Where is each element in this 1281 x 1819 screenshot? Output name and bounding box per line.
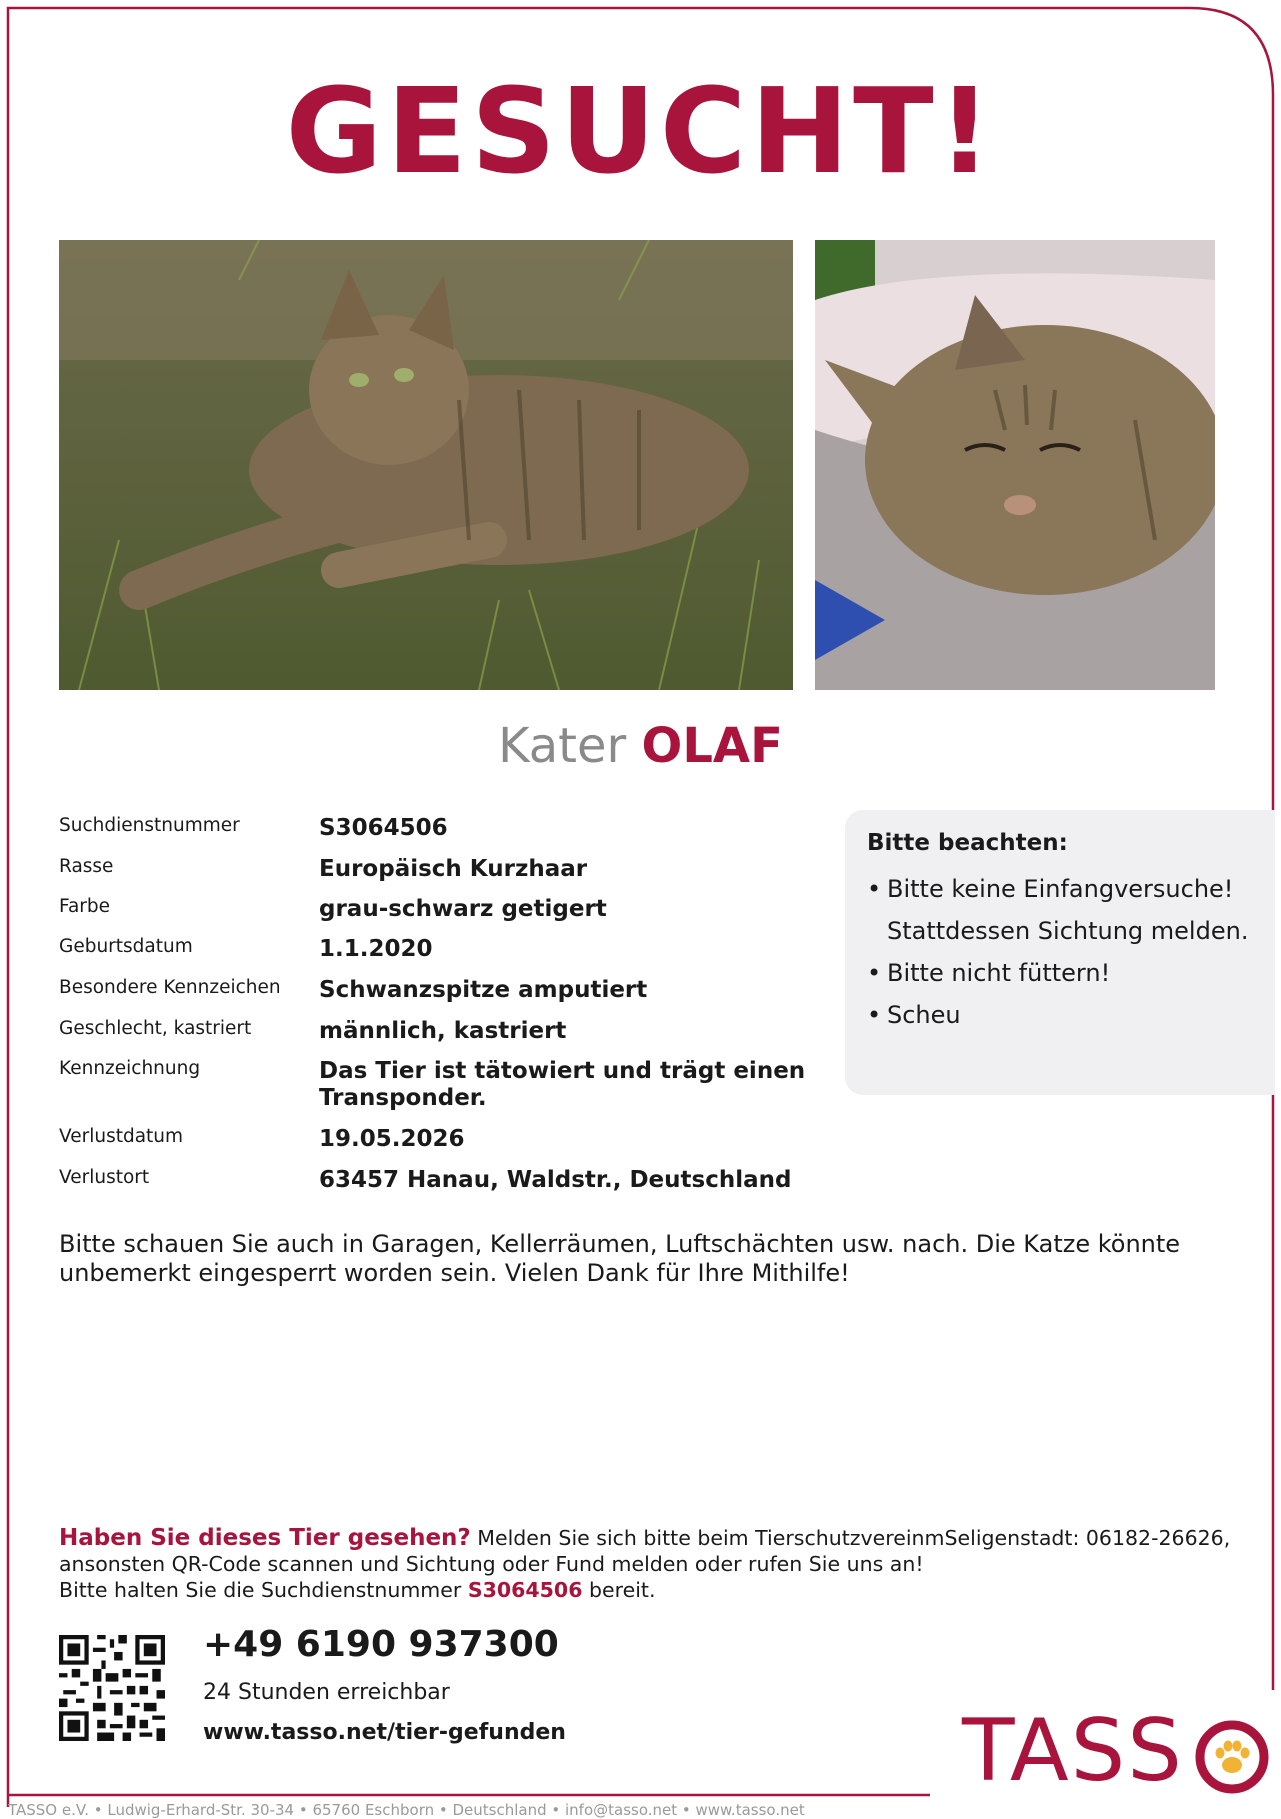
notice-item: • Bitte keine Einfangversuche! Stattdessen Sichtung melden. xyxy=(867,868,1257,952)
detail-label: Geburtsdatum xyxy=(59,936,193,957)
notice-item: • Scheu xyxy=(867,994,1257,1036)
contact-search-number: S3064506 xyxy=(467,1578,583,1602)
detail-value: S3064506 xyxy=(319,815,448,841)
tasso-logo: TASS xyxy=(962,1701,1184,1801)
detail-value: grau-schwarz getigert xyxy=(319,896,607,922)
details-table xyxy=(59,815,839,1207)
detail-label: Suchdienstnummer xyxy=(59,815,240,836)
detail-value: 1.1.2020 xyxy=(319,936,433,962)
detail-row xyxy=(59,1018,839,1058)
detail-label: Besondere Kennzeichen xyxy=(59,977,281,998)
detail-label: Rasse xyxy=(59,856,114,877)
website-link[interactable]: www.tasso.net/tier-gefunden xyxy=(203,1720,566,1745)
detail-value: 19.05.2026 xyxy=(319,1126,465,1152)
detail-label: Verlustort xyxy=(59,1167,150,1188)
detail-value: Europäisch Kurzhaar xyxy=(319,856,588,882)
detail-value: Das Tier ist tätowiert und trägt einen Transponder. xyxy=(319,1058,806,1111)
detail-row xyxy=(59,1126,839,1167)
contact-text-after: bereit. xyxy=(589,1578,656,1602)
contact-section xyxy=(59,1525,1239,1603)
animal-name-text: OLAF xyxy=(641,718,783,774)
availability-text: 24 Stunden erreichbar xyxy=(203,1680,450,1705)
detail-row xyxy=(59,856,839,896)
search-hint-paragraph: Bitte schauen Sie auch in Garagen, Kellerräumen, Luftschächten usw. nach. Die Katze könnte unbemerkt eingesperrt worden sein. Vielen Dank für Ihre Mithilfe! xyxy=(59,1230,1181,1287)
headline: GESUCHT! xyxy=(285,62,996,200)
detail-value: männlich, kastriert xyxy=(319,1018,567,1044)
notice-item: • Bitte nicht füttern! xyxy=(867,952,1257,994)
detail-value: Schwanzspitze amputiert xyxy=(319,977,648,1003)
detail-label: Geschlecht, kastriert xyxy=(59,1018,252,1039)
cat-photo-grass xyxy=(59,240,793,690)
notice-box xyxy=(845,810,1275,1095)
detail-row xyxy=(59,815,839,856)
detail-row xyxy=(59,896,839,936)
animal-prefix: Kater xyxy=(498,718,627,774)
footer-address: TASSO e.V. • Ludwig-Erhard-Str. 30-34 • 65760 Eschborn • Deutschland • info@tasso.net • www.tasso.net xyxy=(8,1801,805,1819)
detail-label: Farbe xyxy=(59,896,111,917)
notice-list xyxy=(867,868,1257,1036)
detail-label: Verlustdatum xyxy=(59,1126,184,1147)
detail-row xyxy=(59,1058,839,1126)
contact-question: Haben Sie dieses Tier gesehen? xyxy=(59,1525,471,1551)
detail-label: Kennzeichnung xyxy=(59,1058,201,1079)
detail-row xyxy=(59,977,839,1018)
contact-text: Melden Sie sich bitte beim TierschutzvereinmSeligenstadt: 06182-26626, ansonsten QR-Code scannen und Sichtung oder Fund melden oder rufen Sie uns an! xyxy=(59,1526,1231,1576)
phone-number[interactable]: +49 6190 937300 xyxy=(203,1624,559,1665)
detail-value: 63457 Hanau, Waldstr., Deutschland xyxy=(319,1167,792,1193)
contact-text-before: Bitte halten Sie die Suchdienstnummer xyxy=(59,1578,462,1602)
animal-name xyxy=(0,718,1281,774)
qr-code[interactable] xyxy=(59,1635,165,1741)
detail-row xyxy=(59,1167,839,1207)
paw-icon xyxy=(1193,1717,1271,1795)
notice-heading: Bitte beachten: xyxy=(867,830,1068,856)
cat-photo-sleeping xyxy=(815,240,1215,690)
detail-row xyxy=(59,936,839,977)
